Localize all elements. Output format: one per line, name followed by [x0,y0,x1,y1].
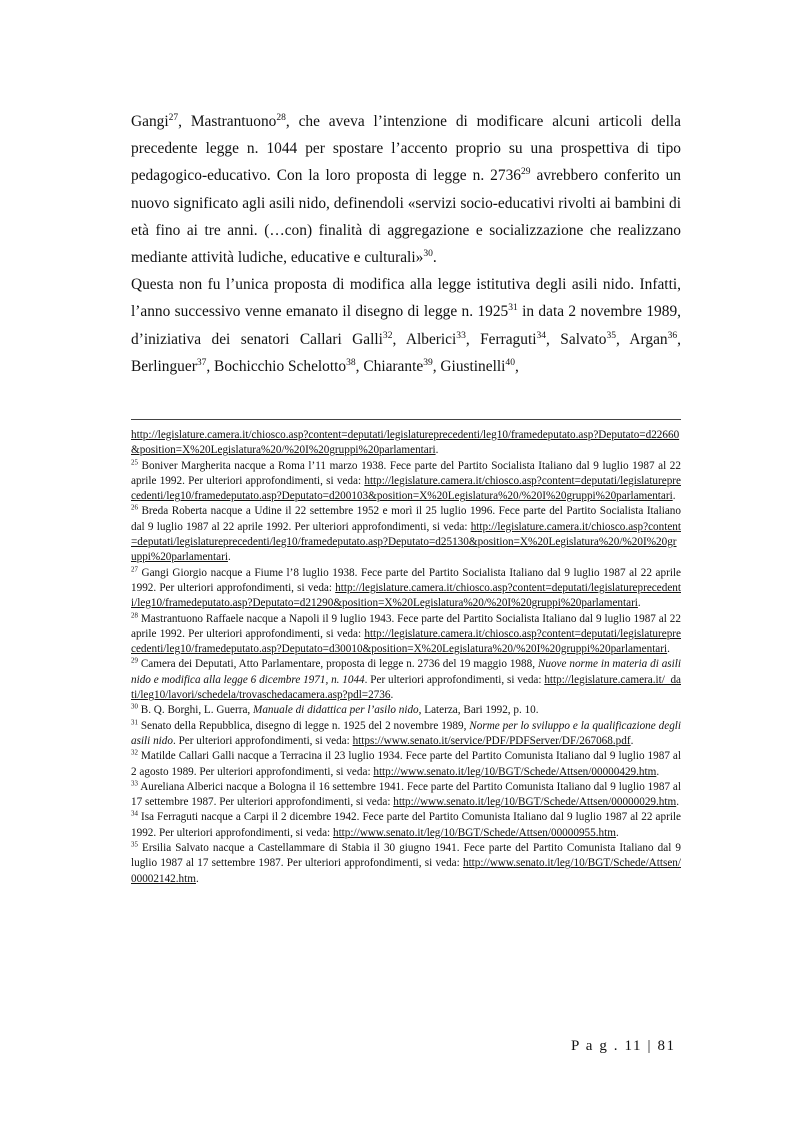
footnote-link[interactable]: http://legislature.camera.it/_dati/leg10/lavori/schedela/trovaschedacamera.asp?pdl=2736 [131,673,681,702]
footnote-text: B. Q. Borghi, L. Guerra, [137,704,254,717]
footnote-link[interactable]: http://www.senato.it/leg/10/BGT/Schede/Attsen/00002142.htm [131,857,681,885]
footnote-number: 35 [131,840,138,849]
text: . [630,734,634,747]
text: , Alberici [392,330,457,348]
footnote-text: Aureliana Alberici nacque a Bologna il 16 settembre 1941. Fece parte del Partito Comunista Italiano dal 9 luglio 1987 al 17 settembre 1987. Per ulteriori approfondimenti, si veda: [131,780,681,809]
text: , che aveva l’intenzione di modificare alcuni articoli della precedente legge n. 1044 per spostare l’accento proprio su una prospettiva di tipo pedagogico-educativo. Con la loro proposta di legge n. 2736 [131,113,681,185]
footnote-continuation [131,428,681,459]
footnote-text: Gangi Giorgio nacque a Fiume l’8 luglio 1938. Fece parte del Partito Socialista Italiano dal 9 luglio 1987 al 22 aprile 1992. Per ulteriori approfondimenti, si veda: [131,566,681,594]
text: , Argan [616,330,668,348]
text: . [656,765,660,778]
paragraph [131,108,681,271]
footnote-separator [131,419,681,420]
text: . [667,643,670,656]
footnote-number: 29 [131,657,138,666]
footnotes [131,428,681,887]
text: . [390,689,394,702]
footnote-number: 32 [131,748,138,757]
footnote-link[interactable]: http://legislature.camera.it/chiosco.asp?content=deputati/legislatureprecedenti/leg10/framedeputato.asp?Deputato=d25130&position=X%20Legislatura%20/%20I%20gruppi%20parlamentari [131,520,681,564]
text: , Mastrantuono [178,113,277,130]
footnote-text: Ersilia Salvato nacque a Castellammare di Stabia il 30 giugno 1941. Fece parte del Partito Comunista Italiano dal 9 luglio 1987 al 17 settembre 1987. Per ulteriori approfondimenti, si veda: [131,842,681,870]
footnote-29 [131,657,681,703]
footnote-ref[interactable]: 31 [508,302,518,314]
footnote-number: 25 [131,458,138,467]
footnote-text: Camera dei Deputati, Atto Parlamentare, proposta di legge n. 2736 del 19 maggio 1988, [137,658,538,671]
footnote-text: , Laterza, Bari 1992, p. 10. [418,704,539,717]
footnote-text: Matilde Callari Galli nacque a Terracina il 23 luglio 1934. Fece parte del Partito Comunista Italiano dal 9 luglio 1987 al 2 agosto 1989. Per ulteriori approfondimenti, si veda: [131,750,681,778]
footnote-number: 34 [131,810,138,819]
footnote-ref[interactable]: 29 [520,166,531,178]
text: , Salvato [546,330,607,348]
text: , Giustinelli [432,357,506,375]
footnote-ref[interactable]: 27 [168,112,179,124]
paragraph [131,271,681,380]
footnote-ref[interactable]: 40 [505,356,515,368]
text: Questa non fu l’unica proposta di modifica alla legge istitutiva degli asili nido. Infatti, l’anno successivo venne emanato il disegno di legge n. 1925 [131,276,681,321]
text: in data 2 novembre 1989, d’iniziativa dei senatori Callari Galli [131,303,681,348]
text: , Chiarante [355,357,424,375]
page-number: P a g . 11 | 81 [571,1038,676,1054]
footnote-number: 26 [131,504,138,513]
footnote-link[interactable]: http://legislature.camera.it/chiosco.asp?content=deputati/legislatureprecedenti/leg10/framedeputato.asp?Deputato=d200103&position=X%20Legislatura%20/%20I%20gruppi%20parlamentari [131,474,681,503]
text: . [615,826,619,839]
footnote-title: Nuove norme in materia di asili nido e modifica alla legge 6 dicembre 1971, n. 1044 [131,658,681,686]
text: avrebbero conferito un nuovo significato agli asili nido, definendoli «servizi socio-educativi rivolti ai bambini di età fino ai tre anni. (…con) finalità di aggregazione e socializzazione che realizzano mediante attività ludiche, educative e culturali» [131,167,681,267]
footnote-ref[interactable]: 33 [456,329,466,341]
footnote-text: Isa Ferraguti nacque a Carpi il 2 dicembre 1942. Fece parte del Partito Comunista Italiano dal 9 luglio 1987 al 22 aprile 1992. Per ulteriori approfondimenti, si veda: [131,811,681,839]
footnote-title: Norme per lo sviluppo e la qualificazione degli asili nido [131,719,682,747]
footnote-ref[interactable]: 38 [346,356,356,368]
footnote-text: Senato della Repubblica, disegno di legge n. 1925 del 2 novembre 1989, [137,719,470,732]
footnote-ref[interactable]: 35 [606,329,617,341]
footnote-text: . Per ulteriori approfondimenti, si veda: [172,734,353,747]
footnote-31 [131,719,681,750]
text: , Berlinguer [131,330,681,375]
text: , Ferraguti [465,330,537,348]
footnote-33 [131,780,681,811]
footnote-30 [131,703,681,718]
text: . [637,597,641,610]
footnote-link[interactable]: http://www.senato.it/leg/10/BGT/Schede/Attsen/00000955.htm [332,826,616,839]
footnote-ref[interactable]: 30 [423,248,433,260]
footnote-text: Breda Roberta nacque a Udine il 22 settembre 1952 e morì il 25 luglio 1996. Fece parte del Partito Socialista Italiano dal 9 luglio 1987 al 22 aprile 1992. Per ulteriori approfondimenti, si veda: [131,505,681,533]
footnote-ref[interactable]: 37 [196,356,207,368]
body-text [131,108,681,380]
footnote-number: 31 [131,718,138,727]
footnote-32 [131,749,681,780]
footnote-link[interactable]: http://legislature.camera.it/chiosco.asp?content=deputati/legislatureprecedenti/leg10/framedeputato.asp?Deputato=d30010&position=X%20Legislatura%20/%20I%20gruppi%20parlamentari [131,627,681,656]
footnote-number: 33 [131,779,138,788]
footnote-25 [131,459,681,505]
footnote-ref[interactable]: 36 [667,329,678,341]
footnote-title: Manuale di didattica per l’asilo nido [253,704,419,717]
footnote-link[interactable]: http://www.senato.it/leg/10/BGT/Schede/Attsen/00000029.htm [393,796,677,809]
footnote-ref[interactable]: 39 [423,356,433,368]
footnote-ref[interactable]: 28 [276,112,286,124]
footnote-35 [131,841,681,887]
footnote-link[interactable]: https://www.senato.it/service/PDF/PDFServer/DF/267068.pdf [352,734,631,747]
footnote-ref[interactable]: 34 [536,329,547,341]
text: Gangi [131,113,169,130]
text: . [672,490,676,503]
text: . [195,872,199,885]
text: . [676,796,680,809]
footnote-number: 28 [131,611,138,620]
footnote-number: 30 [131,703,138,712]
footnote-link[interactable]: http://legislature.camera.it/chiosco.asp?content=deputati/legislatureprecedenti/leg10/framedeputato.asp?Deputato=d22660&position=X%20Legislatura%20/%20I%20gruppi%20parlamentari [131,429,680,457]
text: , [514,357,519,375]
footnote-link[interactable]: http://legislature.camera.it/chiosco.asp?content=deputati/legislatureprecedenti/leg10/framedeputato.asp?Deputato=d21290&position=X%20Legislatura%20/%20I%20gruppi%20parlamentari [131,581,681,610]
footnote-28 [131,612,681,658]
text: , Bochicchio Schelotto [206,357,347,375]
footnote-number: 27 [131,565,138,574]
footnote-27 [131,566,681,612]
footnote-text: Boniver Margherita nacque a Roma l’11 marzo 1938. Fece parte del Partito Socialista Italiano dal 9 luglio 1987 al 22 aprile 1992. Per ulteriori approfondimenti, si veda: [131,459,681,487]
footnote-text: . Per ulteriori approfondimenti, si veda: [364,673,545,686]
text: . [435,444,439,457]
footnote-34 [131,810,681,841]
text: . [432,249,437,267]
footnote-ref[interactable]: 32 [382,329,393,341]
footnote-text: Mastrantuono Raffaele nacque a Napoli il 9 luglio 1943. Fece parte del Partito Socialista Italiano dal 9 luglio 1987 al 22 aprile 1992. Per ulteriori approfondimenti, si veda: [131,612,681,640]
footnote-26 [131,504,681,565]
text: . [227,551,231,564]
footnote-link[interactable]: http://www.senato.it/leg/10/BGT/Schede/Attsen/00000429.htm [373,765,657,778]
